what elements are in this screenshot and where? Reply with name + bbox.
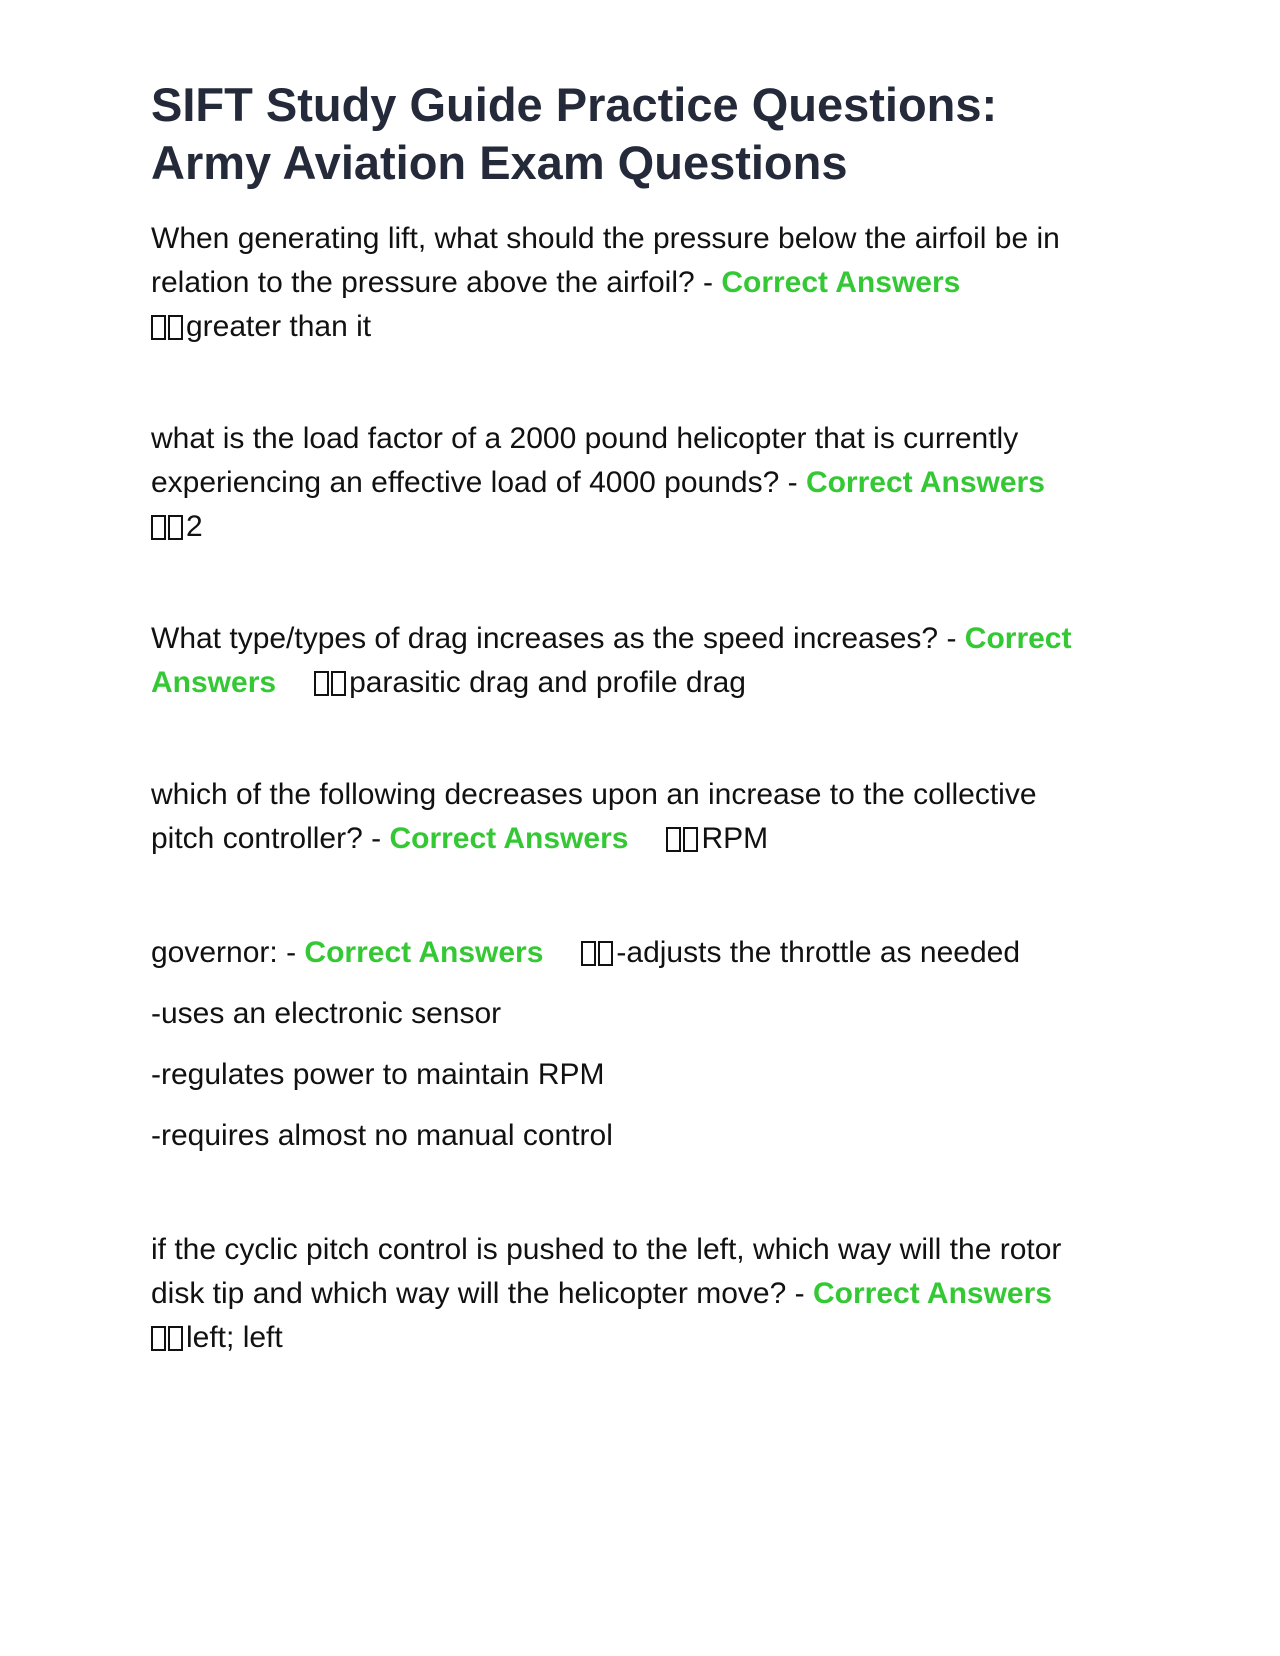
question-text: what is the load factor of a 2000 pound helicopter that is currently [151,422,1019,455]
answer-line: -regulates power to maintain RPM [151,1058,605,1091]
correct-answers-label: Correct Answers [304,936,544,969]
correct-answers-label: Correct Answers [812,1277,1052,1310]
separator: - [694,266,722,299]
question-item [151,931,1131,975]
separator: - [779,466,806,499]
checkbox-glyph-icon [666,827,700,852]
correct-answers-label-part2: Answers [151,666,277,699]
question-item [151,773,1131,861]
checkbox-glyph-icon [581,941,615,966]
checkbox-glyph-icon [151,515,185,540]
title-line-1: SIFT Study Guide Practice Questions: [151,78,998,131]
answer-text: 2 [186,510,203,543]
correct-answers-label: Correct Answers [389,822,629,855]
question-text: governor: [151,936,278,969]
question-text: pitch controller? [151,822,363,855]
question-text: disk tip and which way will the helicopter move? [151,1277,787,1310]
question-item [151,417,1131,549]
question-item [151,1228,1131,1360]
title-line-2: Army Aviation Exam Questions [151,136,848,189]
page-title [151,76,1131,192]
correct-answers-label: Correct Answers [805,466,1045,499]
checkbox-glyph-icon [314,671,348,696]
answer-line: -uses an electronic sensor [151,997,502,1030]
checkbox-glyph-icon [151,315,185,340]
question-text: experiencing an effective load of 4000 pounds? [151,466,780,499]
separator: - [277,936,305,969]
question-text: When generating lift, what should the pressure below the airfoil be in [151,222,1060,255]
separator: - [786,1277,813,1310]
checkbox-glyph-icon [151,1326,185,1351]
answer-text: RPM [701,822,769,855]
answer-text: parasitic drag and profile drag [349,666,746,699]
question-item [151,617,1131,705]
answer-text: left; left [186,1321,283,1354]
answer-text: -adjusts the throttle as needed [616,936,1020,969]
separator: - [938,622,965,655]
answer-text: greater than it [186,310,372,343]
question-text: relation to the pressure above the airfoil? [151,266,695,299]
correct-answers-label: Correct Answers [721,266,961,299]
question-item [151,217,1131,349]
correct-answers-label-part1: Correct [964,622,1072,655]
question-text: which of the following decreases upon an increase to the collective [151,778,1037,811]
separator: - [362,822,390,855]
document-page [151,76,1131,1360]
answer-line: -requires almost no manual control [151,1119,613,1152]
question-text: What type/types of drag increases as the speed increases? [151,622,939,655]
question-text: if the cyclic pitch control is pushed to the left, which way will the rotor [151,1233,1062,1266]
